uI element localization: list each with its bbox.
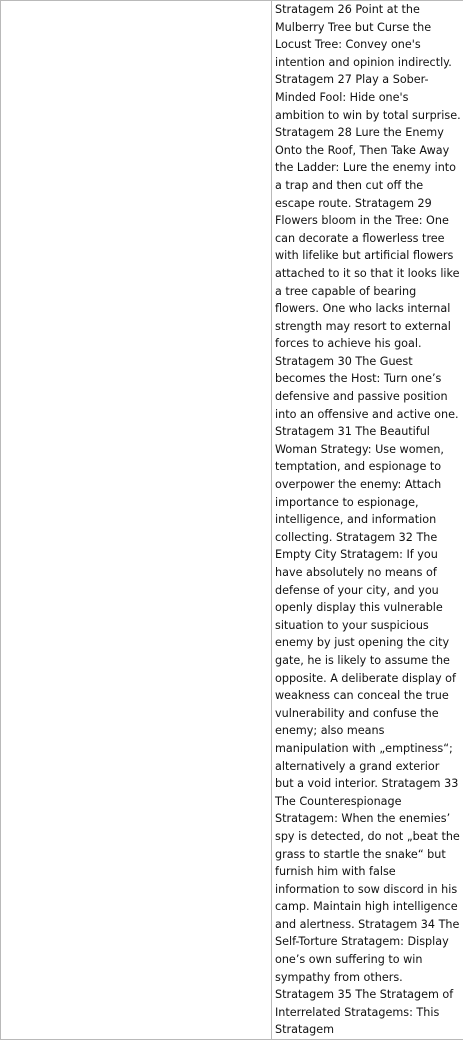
stratagem-text-cell [272, 1, 463, 1040]
table-row [1, 1, 463, 1040]
stratagem-paragraph: Stratagem 26 Point at the Mulberry Tree but Curse the Locust Tree: Convey one's intention and opinion indirectly. Stratagem 27 Play a Sober-Minded Fool: Hide one's ambition to win by total surprise. Stratagem 28 Lure the Enemy Onto the Roof, Then Take Away the Ladder: Lure the enemy into a trap and then cut off the escape route. Stratagem 29 Flowers bloom in the Tree: One can decorate a flowerless tree with lifelike but artificial flowers attached to it so that it looks like a tree capable of bearing flowers. One who lacks internal strength may resort to external forces to achieve his goal. Stratagem 30 The Guest becomes the Host: Turn one’s defensive and passive position into an offensive and active one. Stratagem 31 The Beautiful Woman Strategy: Use women, temptation, and espionage to overpower the enemy: Attach importance to espionage, intelligence, and information collecting. Stratagem 32 The Empty City Stratagem: If you have absolutely no means of defense of your city, and you openly display this vulnerable situation to your suspicious enemy by just opening the city gate, he is likely to assume the opposite. A deliberate display of weakness can conceal the true vulnerability and confuse the enemy; also means manipulation with „emptiness“; alternatively a grand exterior but a void interior. Stratagem 33 The Counterespionage Stratagem: When the enemies’ spy is detected, do not „beat the grass to startle the snake“ but furnish him with false information to sow discord in his camp. Maintain high intelligence and alertness. Stratagem 34 The Self-Torture Stratagem: Display one’s own suffering to win sympathy from others. Stratagem 35 The Stratagem of Interrelated Stratagems: This Stratagem [272, 1, 463, 1039]
empty-left-cell [1, 1, 272, 1040]
